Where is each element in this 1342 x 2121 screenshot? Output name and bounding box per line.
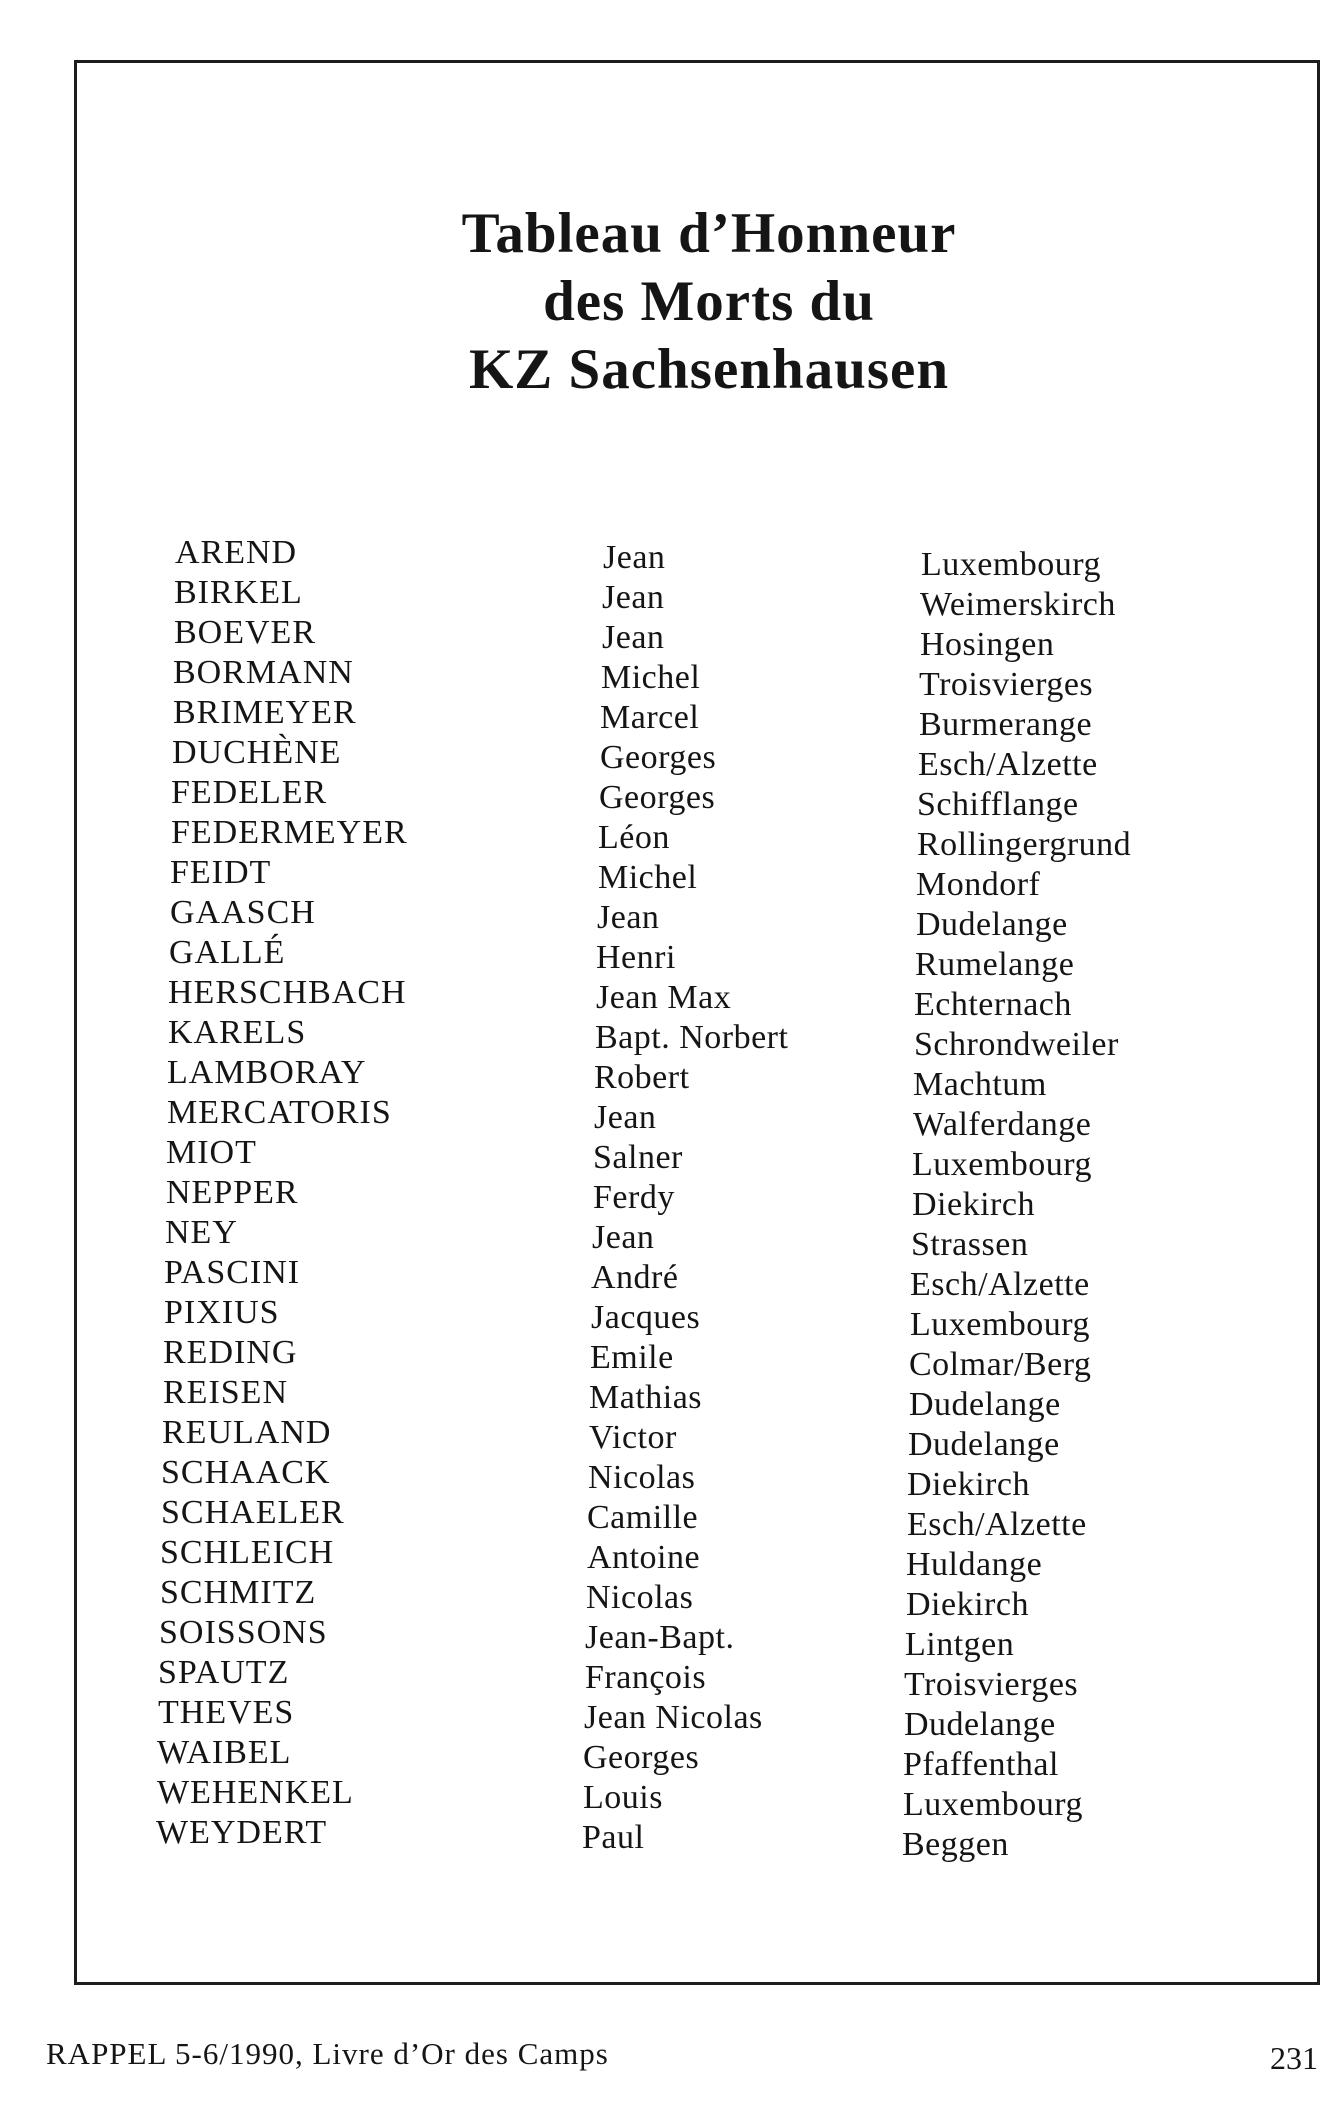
list-item <box>0 1173 1342 1223</box>
town-cell: Troisvierges <box>919 666 1094 703</box>
town-cell: Dudelange <box>904 1706 1056 1743</box>
list-item <box>0 1653 1342 1703</box>
firstname-cell: Michel <box>601 659 701 696</box>
firstname-cell: Emile <box>590 1339 674 1376</box>
list-item <box>0 1093 1342 1143</box>
surname-cell: KARELS <box>168 1014 307 1051</box>
town-cell: Mondorf <box>916 866 1041 903</box>
firstname-cell: Louis <box>583 1779 663 1816</box>
firstname-cell: Georges <box>583 1739 700 1776</box>
list-item <box>0 533 1342 583</box>
town-cell: Luxembourg <box>903 1786 1084 1823</box>
town-cell: Huldange <box>906 1546 1043 1583</box>
town-cell: Burmerange <box>919 706 1093 743</box>
surname-cell: GALLÉ <box>169 934 286 971</box>
list-item <box>0 1413 1342 1463</box>
firstname-cell: André <box>591 1259 679 1296</box>
surname-cell: MIOT <box>166 1134 257 1171</box>
surname-cell: LAMBORAY <box>167 1054 367 1091</box>
firstname-cell: Nicolas <box>588 1459 696 1496</box>
surname-cell: NEPPER <box>166 1174 299 1211</box>
firstname-cell: Jean <box>592 1219 655 1256</box>
town-cell: Luxembourg <box>912 1146 1093 1183</box>
list-item <box>0 773 1342 823</box>
list-item <box>0 693 1342 743</box>
firstname-cell: Ferdy <box>593 1179 675 1216</box>
surname-cell: SPAUTZ <box>158 1654 290 1691</box>
surname-cell: AREND <box>175 534 298 571</box>
firstname-cell: Jean Max <box>596 979 732 1016</box>
list-item <box>0 1773 1342 1823</box>
surname-cell: THEVES <box>158 1694 295 1731</box>
town-cell: Colmar/Berg <box>909 1346 1092 1383</box>
list-item <box>0 1613 1342 1663</box>
firstname-cell: Jean <box>594 1099 657 1136</box>
firstname-cell: Jean <box>602 579 665 616</box>
list-item <box>0 933 1342 983</box>
surname-cell: WEHENKEL <box>157 1774 354 1811</box>
surname-cell: SOISSONS <box>159 1614 328 1651</box>
firstname-cell: Jean <box>603 539 666 576</box>
surname-cell: NEY <box>165 1214 238 1251</box>
list-item <box>0 1733 1342 1783</box>
town-cell: Rumelange <box>915 946 1075 983</box>
list-item <box>0 1253 1342 1303</box>
town-cell: Luxembourg <box>921 546 1102 583</box>
town-cell: Beggen <box>902 1826 1009 1863</box>
list-item <box>0 1213 1342 1263</box>
surname-cell: HERSCHBACH <box>168 974 407 1011</box>
town-cell: Rollingergrund <box>917 826 1132 863</box>
title-line-3: KZ Sachsenhausen <box>468 338 950 401</box>
surname-cell: FEIDT <box>170 854 272 891</box>
list-item <box>0 1373 1342 1423</box>
list-item <box>0 613 1342 663</box>
list-item <box>0 653 1342 703</box>
surname-cell: DUCHÈNE <box>172 734 342 771</box>
list-item <box>0 1813 1342 1863</box>
town-cell: Walferdange <box>913 1106 1092 1143</box>
surname-cell: BORMANN <box>173 654 354 691</box>
surname-cell: REISEN <box>163 1374 288 1411</box>
surname-cell: BOEVER <box>174 614 316 651</box>
town-cell: Diekirch <box>906 1586 1029 1623</box>
town-cell: Strassen <box>911 1226 1029 1263</box>
list-item <box>0 1493 1342 1543</box>
firstname-cell: François <box>585 1659 707 1696</box>
surname-cell: SCHAELER <box>161 1494 345 1531</box>
list-item <box>0 813 1342 863</box>
footer-source: RAPPEL 5-6/1990, Livre d’Or des Camps <box>46 2036 609 2071</box>
page-number: 231 <box>1270 2040 1318 2076</box>
town-cell: Machtum <box>913 1066 1047 1103</box>
town-cell: Hosingen <box>920 626 1055 663</box>
firstname-cell: Georges <box>600 739 717 776</box>
firstname-cell: Mathias <box>589 1379 703 1416</box>
firstname-cell: Victor <box>589 1419 677 1456</box>
surname-cell: GAASCH <box>170 894 316 931</box>
surname-cell: FEDELER <box>171 774 328 811</box>
firstname-cell: Nicolas <box>586 1579 694 1616</box>
town-cell: Diekirch <box>907 1466 1030 1503</box>
town-cell: Schrondweiler <box>914 1026 1119 1063</box>
list-item <box>0 1693 1342 1743</box>
list-item <box>0 1333 1342 1383</box>
list-item <box>0 893 1342 943</box>
list-item <box>0 1133 1342 1183</box>
town-cell: Pfaffenthal <box>903 1746 1059 1783</box>
list-item <box>0 853 1342 903</box>
firstname-cell: Marcel <box>600 699 700 736</box>
list-item <box>0 973 1342 1023</box>
list-item <box>0 733 1342 783</box>
firstname-cell: Antoine <box>587 1539 701 1576</box>
town-cell: Lintgen <box>905 1626 1015 1663</box>
firstname-cell: Camille <box>587 1499 699 1536</box>
list-item <box>0 1573 1342 1623</box>
firstname-cell: Paul <box>582 1819 645 1856</box>
firstname-cell: Jean-Bapt. <box>585 1619 735 1656</box>
list-item <box>0 573 1342 623</box>
firstname-cell: Léon <box>598 819 670 856</box>
list-item <box>0 1533 1342 1583</box>
firstname-cell: Georges <box>599 779 716 816</box>
list-item <box>0 1293 1342 1343</box>
firstname-cell: Michel <box>598 859 698 896</box>
title-line-2: des Morts du <box>543 270 875 333</box>
firstname-cell: Robert <box>594 1059 690 1096</box>
surname-cell: BIRKEL <box>174 574 303 611</box>
town-cell: Esch/Alzette <box>910 1266 1090 1303</box>
surname-cell: FEDERMEYER <box>171 814 408 851</box>
town-cell: Luxembourg <box>910 1306 1091 1343</box>
surname-cell: REDING <box>163 1334 298 1371</box>
firstname-cell: Bapt. Norbert <box>595 1019 789 1056</box>
town-cell: Dudelange <box>916 906 1068 943</box>
surname-cell: WEYDERT <box>156 1814 328 1851</box>
town-cell: Schifflange <box>917 786 1079 823</box>
town-cell: Troisvierges <box>904 1666 1079 1703</box>
firstname-cell: Jean Nicolas <box>584 1699 763 1736</box>
surname-cell: BRIMEYER <box>173 694 357 731</box>
surname-cell: REULAND <box>162 1414 332 1451</box>
surname-cell: SCHLEICH <box>160 1534 335 1571</box>
firstname-cell: Henri <box>596 939 676 976</box>
firstname-cell: Jean <box>597 899 660 936</box>
surname-cell: SCHMITZ <box>160 1574 317 1611</box>
surname-cell: SCHAACK <box>161 1454 331 1491</box>
town-cell: Esch/Alzette <box>918 746 1098 783</box>
title-line-1: Tableau d’Honneur <box>461 202 957 265</box>
town-cell: Echternach <box>914 986 1072 1023</box>
firstname-cell: Salner <box>593 1139 683 1176</box>
surname-cell: WAIBEL <box>157 1734 292 1771</box>
firstname-cell: Jean <box>602 619 665 656</box>
list-item <box>0 1453 1342 1503</box>
surname-cell: PASCINI <box>164 1254 301 1291</box>
town-cell: Dudelange <box>908 1426 1060 1463</box>
firstname-cell: Jacques <box>591 1299 701 1336</box>
list-item <box>0 1053 1342 1103</box>
town-cell: Dudelange <box>909 1386 1061 1423</box>
town-cell: Weimerskirch <box>920 586 1116 623</box>
town-cell: Esch/Alzette <box>907 1506 1087 1543</box>
surname-cell: MERCATORIS <box>167 1094 392 1131</box>
list-item <box>0 1013 1342 1063</box>
surname-cell: PIXIUS <box>164 1294 280 1331</box>
town-cell: Diekirch <box>912 1186 1035 1223</box>
